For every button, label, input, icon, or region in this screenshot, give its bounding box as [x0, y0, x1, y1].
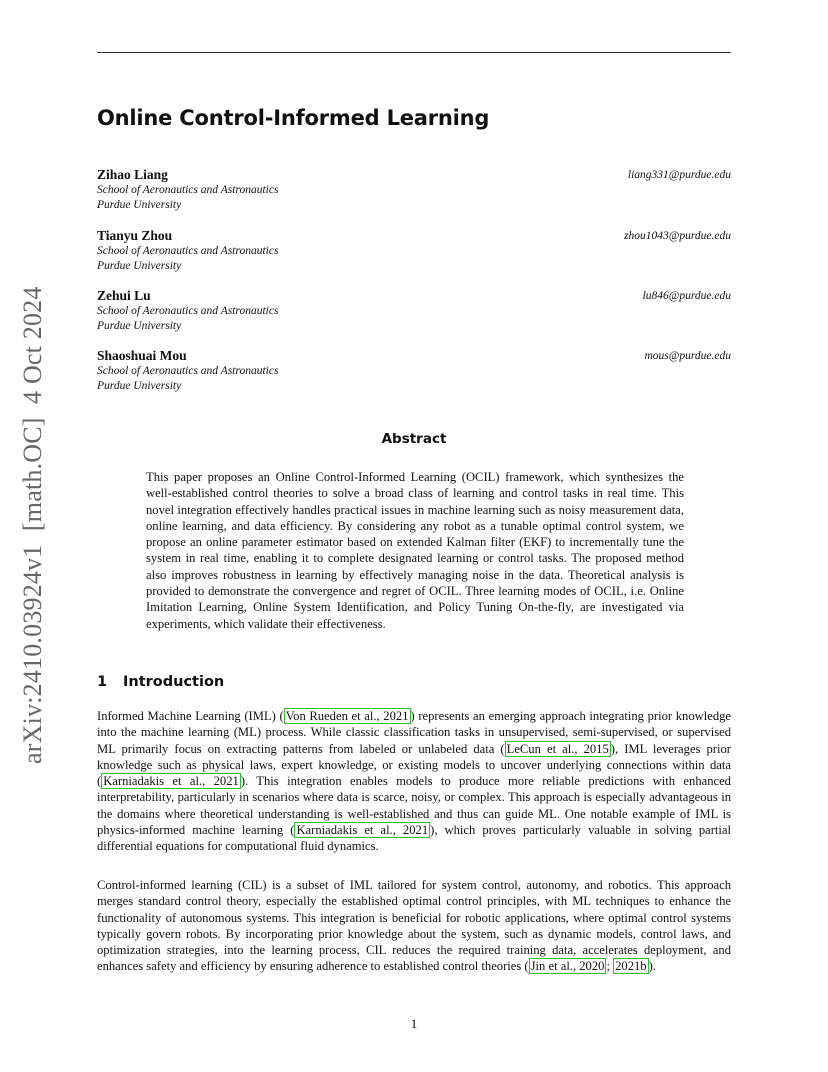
section-title: Introduction — [123, 674, 225, 690]
text-run: ). — [648, 959, 656, 974]
arxiv-identifier[interactable]: arXiv:2410.03924v1 [math.OC] 4 Oct 2024 — [18, 286, 47, 764]
author-block — [97, 288, 731, 340]
author-university: Purdue University — [97, 199, 182, 211]
author-university: Purdue University — [97, 380, 182, 392]
abstract-heading: Abstract — [381, 431, 447, 447]
citation-link[interactable]: Von Rueden et al., 2021 — [285, 709, 409, 723]
text-run: Informed Machine Learning (IML) ( — [97, 709, 284, 723]
intro-paragraph-1 — [97, 708, 731, 855]
section-heading — [97, 674, 224, 690]
author-name: Shaoshuai Mou — [97, 348, 187, 363]
author-university: Purdue University — [97, 320, 182, 332]
author-affiliation — [97, 183, 278, 213]
author-block — [97, 228, 731, 280]
author-name: Tianyu Zhou — [97, 228, 173, 243]
intro-paragraph-2 — [97, 877, 731, 975]
citation-link[interactable]: 2021b — [615, 959, 647, 974]
abstract-text: This paper proposes an Online Control-Informed Learning (OCIL) framework, which synthesizes the well-established control theories to solve a broad class of learning and control tasks in real time. This novel integration effectively handles practical issues in machine learning such as noisy measurement data, online learning, and data efficiency. By considering any robot as a tunable optimal control system, we propose an online parameter estimator based on extended Kalman filter (EKF) to incrementally tune the system in real time, enabling it to complete designated learning or control tasks. The proposed method also improves robustness in learning by effectively managing noise in the data. Theoretical analysis is provided to demonstrate the convergence and regret of OCIL. Three learning modes of OCIL, i.e. Online Imitation Learning, Online System Identification, and Policy Tuning On-the-fly, are investigated via experiments, which validate their effectiveness. — [146, 470, 684, 631]
author-email[interactable]: mous@purdue.edu — [644, 350, 731, 362]
text-run: ). This integration enables models to produce more reliable predictions with enhanced interpretability, particularly in scenarios where data is scarce, noisy, or complex. This approach is especially advantageous in the domains where theoretical understanding is well-established and thus can guide ML. One notable example of IML is physics-informed machine learning ( — [97, 774, 731, 838]
top-rule — [97, 52, 731, 53]
text-run: Control-informed learning (CIL) is a subset of IML tailored for system control, autonomy, and robotics. This approach merges standard control theory, especially the established optimal control principles, with ML techniques to enhance the functionality of autonomous systems. This integration is beneficial for robotic applications, where optimal control systems typically govern robots. By incorporating prior knowledge about the system, such as dynamic models, control laws, and optimization strategies, into the learning process, CIL reduces the required training data, accelerates deployment, and enhances safety and efficiency by ensuring adherence to established control theories ( — [97, 878, 731, 974]
author-email[interactable]: lu846@purdue.edu — [642, 290, 731, 302]
author-department: School of Aeronautics and Astronautics — [97, 184, 279, 196]
text-run: ) represents an emerging approach integrating prior knowledge into the machine learning (ML) process. While classic classification tasks in unsupervised, semi-supervised, or supervised ML primarily focus on extracting patterns from labeled or unlabeled data ( — [97, 709, 731, 756]
page-number: 1 — [410, 1016, 418, 1031]
author-department: School of Aeronautics and Astronautics — [97, 305, 279, 317]
author-department: School of Aeronautics and Astronautics — [97, 365, 279, 377]
author-block — [97, 348, 731, 400]
citation-link[interactable]: LeCun et al., 2015 — [506, 741, 609, 756]
paper-title: Online Control-Informed Learning — [97, 106, 490, 130]
text-run: ), which proves particularly valuable in solving partial differential equations for computational fluid dynamics. — [97, 823, 731, 854]
author-affiliation — [97, 244, 278, 274]
author-block — [97, 167, 731, 219]
author-email[interactable]: liang331@purdue.edu — [627, 169, 731, 181]
author-name: Zehui Lu — [97, 288, 151, 303]
citation-link[interactable]: Karniadakis et al., 2021 — [103, 774, 239, 789]
text-run: ), IML leverages prior knowledge such as physical laws, expert knowledge, or existing models to uncover underlying connections within data ( — [97, 741, 731, 789]
author-university: Purdue University — [97, 260, 182, 272]
author-department: School of Aeronautics and Astronautics — [97, 245, 279, 257]
section-number: 1 — [97, 674, 108, 690]
author-affiliation — [97, 304, 278, 334]
author-affiliation — [97, 364, 278, 394]
citation-link[interactable]: Karniadakis et al., 2021 — [296, 823, 429, 838]
text-run: ; — [606, 959, 614, 974]
citation-link[interactable]: Jin et al., 2020 — [530, 959, 605, 974]
author-name: Zihao Liang — [97, 167, 168, 182]
author-email[interactable]: zhou1043@purdue.edu — [624, 230, 731, 242]
